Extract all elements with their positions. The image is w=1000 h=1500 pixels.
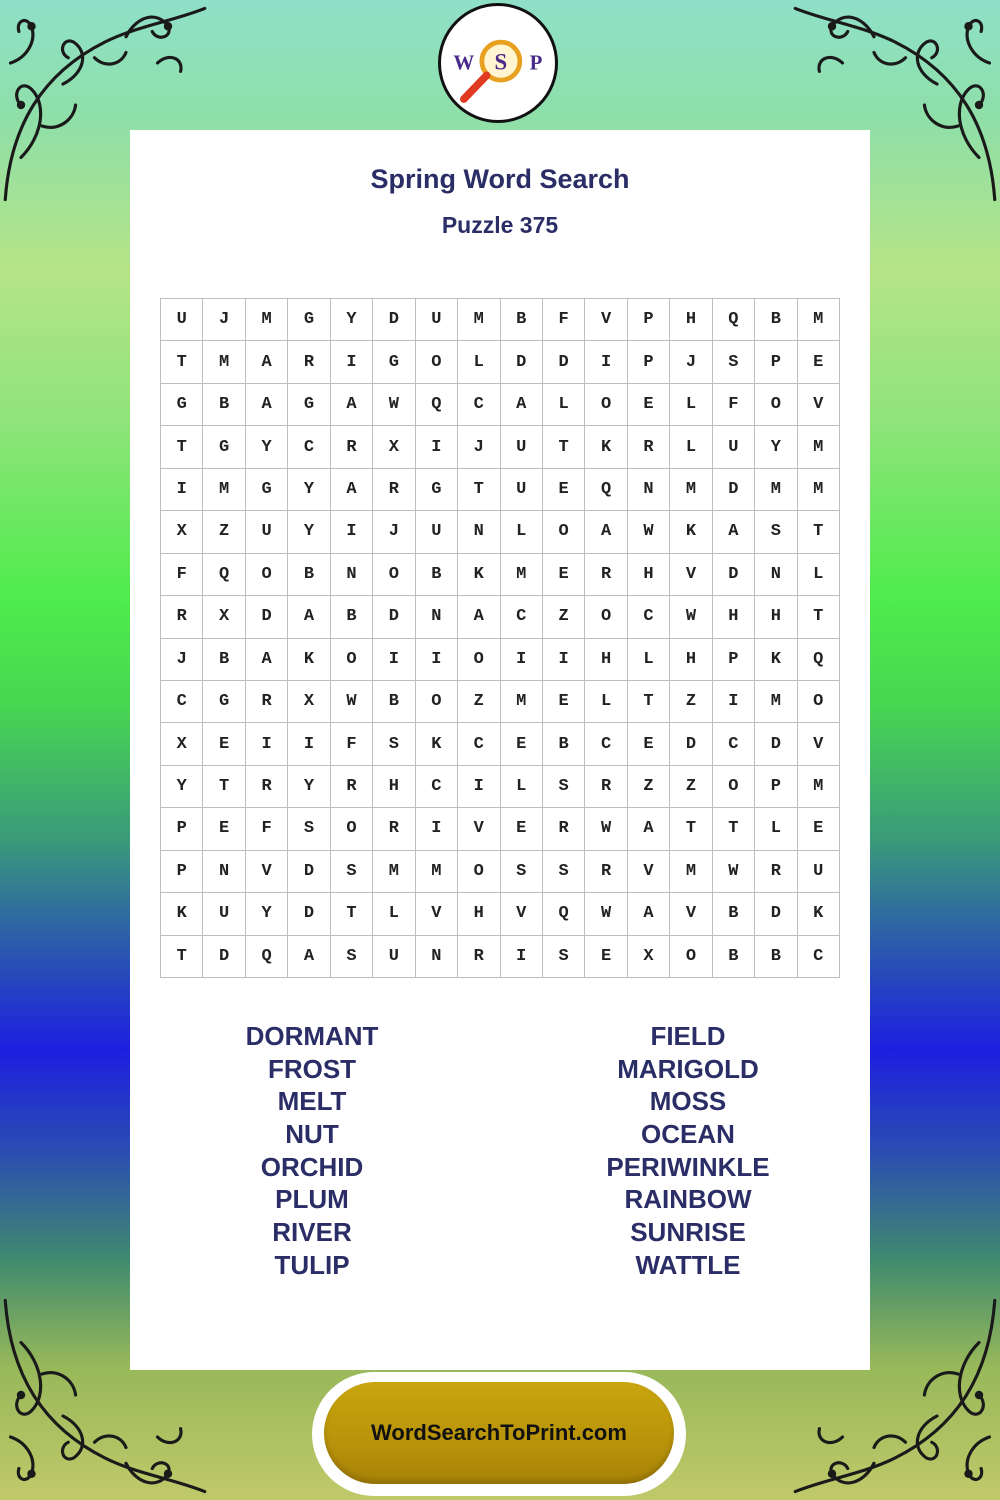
grid-cell[interactable]: A xyxy=(246,341,288,383)
grid-cell[interactable]: L xyxy=(670,384,712,426)
grid-cell[interactable]: R xyxy=(755,851,797,893)
grid-cell[interactable]: M xyxy=(670,469,712,511)
grid-cell[interactable]: V xyxy=(670,554,712,596)
logo-letter-p: P xyxy=(529,50,543,75)
grid-cell[interactable]: G xyxy=(246,469,288,511)
grid-cell[interactable]: O xyxy=(458,639,500,681)
word-list-item: NUT xyxy=(285,1119,339,1150)
grid-cell[interactable]: Q xyxy=(203,554,245,596)
grid-cell[interactable]: B xyxy=(203,384,245,426)
grid-cell[interactable]: M xyxy=(416,851,458,893)
grid-cell[interactable]: G xyxy=(203,681,245,723)
grid-cell[interactable]: M xyxy=(373,851,415,893)
grid-cell[interactable]: C xyxy=(713,723,755,765)
grid-cell[interactable]: E xyxy=(203,808,245,850)
grid-cell[interactable]: X xyxy=(373,426,415,468)
grid-cell[interactable]: T xyxy=(203,766,245,808)
grid-cell[interactable]: O xyxy=(585,596,627,638)
grid-cell[interactable]: C xyxy=(501,596,543,638)
grid-cell[interactable]: L xyxy=(628,639,670,681)
grid-cell[interactable]: R xyxy=(585,554,627,596)
grid-cell[interactable]: O xyxy=(713,766,755,808)
word-list-item: DORMANT xyxy=(245,1021,379,1051)
grid-cell[interactable]: K xyxy=(161,893,203,935)
grid-cell[interactable]: A xyxy=(288,596,330,638)
grid-cell[interactable]: M xyxy=(798,469,840,511)
grid-cell[interactable]: B xyxy=(713,936,755,978)
grid-cell[interactable]: K xyxy=(585,426,627,468)
grid-cell[interactable]: C xyxy=(798,936,840,978)
grid-cell[interactable]: V xyxy=(670,893,712,935)
grid-cell[interactable]: U xyxy=(501,426,543,468)
grid-cell[interactable]: D xyxy=(246,596,288,638)
grid-cell[interactable]: R xyxy=(628,426,670,468)
grid-cell[interactable]: E xyxy=(543,554,585,596)
grid-cell[interactable]: V xyxy=(798,723,840,765)
grid-cell[interactable]: I xyxy=(416,426,458,468)
grid-cell[interactable]: O xyxy=(543,511,585,553)
grid-cell[interactable]: B xyxy=(501,299,543,341)
grid-cell[interactable]: E xyxy=(628,723,670,765)
grid-cell[interactable]: H xyxy=(755,596,797,638)
grid-cell[interactable]: Y xyxy=(246,426,288,468)
grid-cell[interactable]: E xyxy=(798,808,840,850)
grid-cell[interactable]: L xyxy=(585,681,627,723)
grid-cell[interactable]: K xyxy=(416,723,458,765)
grid-cell[interactable]: I xyxy=(501,639,543,681)
footer-pill xyxy=(312,1372,686,1496)
wsp-logo[interactable] xyxy=(438,3,558,123)
grid-cell[interactable]: S xyxy=(501,851,543,893)
grid-cell[interactable]: Y xyxy=(755,426,797,468)
grid-cell[interactable]: S xyxy=(543,936,585,978)
grid-cell[interactable]: U xyxy=(713,426,755,468)
grid-cell[interactable]: R xyxy=(331,766,373,808)
grid-cell[interactable]: O xyxy=(373,554,415,596)
word-list-item: MELT xyxy=(277,1086,347,1117)
grid-cell[interactable]: J xyxy=(161,639,203,681)
grid-cell[interactable]: V xyxy=(246,851,288,893)
grid-cell[interactable]: S xyxy=(755,511,797,553)
grid-cell[interactable]: D xyxy=(670,723,712,765)
grid-cell[interactable]: O xyxy=(331,808,373,850)
grid-cell[interactable]: V xyxy=(628,851,670,893)
grid-cell[interactable]: D xyxy=(543,341,585,383)
grid-cell[interactable]: S xyxy=(543,766,585,808)
word-list-item: TULIP xyxy=(274,1249,350,1280)
grid-cell[interactable]: V xyxy=(798,384,840,426)
grid-cell[interactable]: H xyxy=(713,596,755,638)
grid-cell[interactable]: W xyxy=(331,681,373,723)
word-list-item: SUNRISE xyxy=(630,1217,746,1248)
grid-cell[interactable]: P xyxy=(755,766,797,808)
grid-cell[interactable]: V xyxy=(501,893,543,935)
grid-cell[interactable]: G xyxy=(203,426,245,468)
puzzle-title: Spring Word Search xyxy=(370,164,630,194)
grid-cell[interactable]: B xyxy=(288,554,330,596)
grid-cell[interactable]: G xyxy=(416,469,458,511)
grid-cell[interactable]: Q xyxy=(713,299,755,341)
grid-cell[interactable]: E xyxy=(501,808,543,850)
grid-cell[interactable]: F xyxy=(331,723,373,765)
grid-cell[interactable]: Q xyxy=(798,639,840,681)
grid-cell[interactable]: Q xyxy=(246,936,288,978)
puzzle-card xyxy=(130,130,870,1370)
grid-cell[interactable]: T xyxy=(798,511,840,553)
grid-cell[interactable]: L xyxy=(458,341,500,383)
grid-cell[interactable]: X xyxy=(161,511,203,553)
grid-cell[interactable]: E xyxy=(501,723,543,765)
grid-cell[interactable]: I xyxy=(501,936,543,978)
grid-cell[interactable]: U xyxy=(416,299,458,341)
grid-cell[interactable]: J xyxy=(670,341,712,383)
grid-cell[interactable]: H xyxy=(458,893,500,935)
grid-cell[interactable]: C xyxy=(161,681,203,723)
grid-cell[interactable]: W xyxy=(373,384,415,426)
grid-cell[interactable]: I xyxy=(331,511,373,553)
grid-cell[interactable]: E xyxy=(543,681,585,723)
word-list-right xyxy=(538,1020,838,1282)
grid-cell[interactable]: M xyxy=(203,341,245,383)
grid-cell[interactable]: O xyxy=(798,681,840,723)
grid-cell[interactable]: N xyxy=(458,511,500,553)
grid-cell[interactable]: H xyxy=(585,639,627,681)
grid-cell[interactable]: Z xyxy=(670,681,712,723)
grid-cell[interactable]: T xyxy=(798,596,840,638)
grid-cell[interactable]: J xyxy=(373,511,415,553)
grid-cell[interactable]: F xyxy=(543,299,585,341)
word-list-item: FIELD xyxy=(650,1021,726,1051)
grid-cell[interactable]: G xyxy=(373,341,415,383)
grid-cell[interactable]: E xyxy=(585,936,627,978)
grid-cell[interactable]: R xyxy=(373,808,415,850)
grid-cell[interactable]: K xyxy=(458,554,500,596)
grid-cell[interactable]: X xyxy=(203,596,245,638)
grid-cell[interactable]: B xyxy=(331,596,373,638)
grid-cell[interactable]: U xyxy=(501,469,543,511)
grid-cell[interactable]: P xyxy=(161,808,203,850)
grid-cell[interactable]: Z xyxy=(543,596,585,638)
grid-cell[interactable]: Y xyxy=(161,766,203,808)
grid-cell[interactable]: M xyxy=(501,554,543,596)
grid-cell[interactable]: H xyxy=(628,554,670,596)
grid-cell[interactable]: B xyxy=(755,299,797,341)
grid-cell[interactable]: C xyxy=(585,723,627,765)
grid-cell[interactable]: E xyxy=(628,384,670,426)
grid-cell[interactable]: J xyxy=(458,426,500,468)
grid-cell[interactable]: D xyxy=(288,893,330,935)
grid-cell[interactable]: D xyxy=(203,936,245,978)
grid-cell[interactable]: S xyxy=(713,341,755,383)
grid-cell[interactable]: T xyxy=(713,808,755,850)
grid-cell[interactable]: R xyxy=(246,766,288,808)
grid-cell[interactable]: D xyxy=(755,893,797,935)
grid-cell[interactable]: Y xyxy=(288,766,330,808)
grid-cell[interactable]: M xyxy=(501,681,543,723)
grid-cell[interactable]: O xyxy=(246,554,288,596)
grid-cell[interactable]: L xyxy=(670,426,712,468)
grid-cell[interactable]: I xyxy=(416,639,458,681)
grid-cell[interactable]: X xyxy=(161,723,203,765)
grid-cell[interactable]: H xyxy=(670,299,712,341)
grid-cell[interactable]: A xyxy=(246,384,288,426)
grid-cell[interactable]: S xyxy=(288,808,330,850)
website-button[interactable]: WordSearchToPrint.com xyxy=(324,1382,674,1484)
grid-cell[interactable]: S xyxy=(331,851,373,893)
grid-cell[interactable]: G xyxy=(288,384,330,426)
grid-cell[interactable]: N xyxy=(755,554,797,596)
grid-cell[interactable]: I xyxy=(161,469,203,511)
grid-cell[interactable]: A xyxy=(458,596,500,638)
grid-cell[interactable]: B xyxy=(713,893,755,935)
grid-cell[interactable]: O xyxy=(755,384,797,426)
grid-cell[interactable]: G xyxy=(288,299,330,341)
grid-cell[interactable]: W xyxy=(585,808,627,850)
grid-cell[interactable]: J xyxy=(203,299,245,341)
grid-cell[interactable]: P xyxy=(628,341,670,383)
grid-cell[interactable]: O xyxy=(585,384,627,426)
grid-cell[interactable]: U xyxy=(203,893,245,935)
grid-cell[interactable]: T xyxy=(161,936,203,978)
grid-cell[interactable]: D xyxy=(373,299,415,341)
grid-cell[interactable]: T xyxy=(161,341,203,383)
grid-cell[interactable]: L xyxy=(373,893,415,935)
word-list-item: FROST xyxy=(267,1053,357,1084)
grid-cell[interactable]: C xyxy=(458,384,500,426)
letter-grid xyxy=(160,298,840,978)
grid-cell[interactable]: U xyxy=(798,851,840,893)
grid-cell[interactable]: H xyxy=(670,639,712,681)
grid-cell[interactable]: O xyxy=(416,681,458,723)
grid-cell[interactable]: M xyxy=(755,681,797,723)
puzzle-number: Puzzle 375 xyxy=(441,212,559,238)
grid-cell[interactable]: V xyxy=(585,299,627,341)
grid-cell[interactable]: P xyxy=(755,341,797,383)
grid-cell[interactable]: P xyxy=(161,851,203,893)
grid-cell[interactable]: W xyxy=(670,596,712,638)
grid-cell[interactable]: A xyxy=(628,893,670,935)
grid-cell[interactable]: A xyxy=(585,511,627,553)
grid-cell[interactable]: L xyxy=(501,511,543,553)
grid-cell[interactable]: V xyxy=(458,808,500,850)
grid-cell[interactable]: I xyxy=(331,341,373,383)
grid-cell[interactable]: C xyxy=(628,596,670,638)
grid-cell[interactable]: O xyxy=(416,341,458,383)
grid-cell[interactable]: B xyxy=(373,681,415,723)
grid-cell[interactable]: A xyxy=(713,511,755,553)
grid-cell[interactable]: R xyxy=(585,766,627,808)
word-list-item: WATTLE xyxy=(635,1249,741,1280)
grid-cell[interactable]: K xyxy=(798,893,840,935)
grid-cell[interactable]: E xyxy=(543,469,585,511)
grid-cell[interactable]: M xyxy=(798,299,840,341)
grid-cell[interactable]: M xyxy=(670,851,712,893)
grid-cell[interactable]: D xyxy=(755,723,797,765)
grid-cell[interactable]: W xyxy=(713,851,755,893)
grid-cell[interactable]: R xyxy=(585,851,627,893)
grid-cell[interactable]: E xyxy=(798,341,840,383)
grid-cell[interactable]: D xyxy=(713,469,755,511)
grid-cell[interactable]: G xyxy=(161,384,203,426)
grid-cell[interactable]: N xyxy=(331,554,373,596)
grid-cell[interactable]: O xyxy=(458,851,500,893)
grid-cell[interactable]: K xyxy=(670,511,712,553)
grid-cell[interactable]: Q xyxy=(543,893,585,935)
grid-cell[interactable]: U xyxy=(373,936,415,978)
grid-cell[interactable]: M xyxy=(798,426,840,468)
grid-cell[interactable]: M xyxy=(798,766,840,808)
grid-cell[interactable]: T xyxy=(628,681,670,723)
grid-cell[interactable]: C xyxy=(288,426,330,468)
grid-cell[interactable]: E xyxy=(203,723,245,765)
grid-cell[interactable]: T xyxy=(670,808,712,850)
grid-cell[interactable]: O xyxy=(670,936,712,978)
grid-cell[interactable]: Y xyxy=(246,893,288,935)
grid-cell[interactable]: M xyxy=(246,299,288,341)
grid-cell[interactable]: F xyxy=(246,808,288,850)
logo-letter-w: W xyxy=(453,50,475,75)
grid-cell[interactable]: S xyxy=(373,723,415,765)
grid-cell[interactable]: R xyxy=(543,808,585,850)
grid-cell[interactable]: Z xyxy=(670,766,712,808)
logo-letter-s: S xyxy=(494,49,508,75)
grid-cell[interactable]: T xyxy=(161,426,203,468)
grid-cell[interactable]: K xyxy=(288,639,330,681)
grid-cell[interactable]: B xyxy=(755,936,797,978)
grid-cell[interactable]: Y xyxy=(331,299,373,341)
word-list-left xyxy=(162,1020,462,1282)
grid-cell[interactable]: L xyxy=(501,766,543,808)
grid-cell[interactable]: B xyxy=(416,554,458,596)
grid-cell[interactable]: W xyxy=(628,511,670,553)
grid-cell[interactable]: P xyxy=(628,299,670,341)
grid-cell[interactable]: X xyxy=(288,681,330,723)
grid-cell[interactable]: D xyxy=(288,851,330,893)
grid-cell[interactable]: I xyxy=(585,341,627,383)
grid-cell[interactable]: A xyxy=(246,639,288,681)
grid-cell[interactable]: V xyxy=(416,893,458,935)
grid-cell[interactable]: A xyxy=(331,384,373,426)
grid-cell[interactable]: M xyxy=(203,469,245,511)
grid-cell[interactable]: S xyxy=(543,851,585,893)
grid-cell[interactable]: R xyxy=(458,936,500,978)
grid-cell[interactable]: X xyxy=(628,936,670,978)
word-list-item: PERIWINKLE xyxy=(606,1151,770,1182)
grid-cell[interactable]: Q xyxy=(416,384,458,426)
grid-cell[interactable]: L xyxy=(543,384,585,426)
grid-cell[interactable]: F xyxy=(161,554,203,596)
grid-cell[interactable]: Y xyxy=(288,511,330,553)
grid-cell[interactable]: N xyxy=(628,469,670,511)
grid-cell[interactable]: R xyxy=(288,341,330,383)
grid-cell[interactable]: C xyxy=(458,723,500,765)
grid-cell[interactable]: A xyxy=(288,936,330,978)
grid-cell[interactable]: R xyxy=(373,469,415,511)
grid-cell[interactable]: M xyxy=(755,469,797,511)
grid-cell[interactable]: I xyxy=(373,639,415,681)
grid-cell[interactable]: T xyxy=(331,893,373,935)
grid-cell[interactable]: I xyxy=(416,808,458,850)
grid-cell[interactable]: A xyxy=(331,469,373,511)
grid-cell[interactable]: I xyxy=(713,681,755,723)
grid-cell[interactable]: O xyxy=(331,639,373,681)
word-list-item: OCEAN xyxy=(641,1119,735,1150)
grid-cell[interactable]: U xyxy=(161,299,203,341)
grid-cell[interactable]: Y xyxy=(288,469,330,511)
grid-cell[interactable]: D xyxy=(373,596,415,638)
grid-cell[interactable]: I xyxy=(458,766,500,808)
grid-cell[interactable]: D xyxy=(713,554,755,596)
grid-cell[interactable]: Q xyxy=(585,469,627,511)
grid-cell[interactable]: R xyxy=(161,596,203,638)
grid-cell[interactable]: A xyxy=(628,808,670,850)
grid-cell[interactable]: A xyxy=(501,384,543,426)
grid-cell[interactable]: M xyxy=(458,299,500,341)
grid-cell[interactable]: N xyxy=(416,936,458,978)
grid-cell[interactable]: I xyxy=(246,723,288,765)
grid-cell[interactable]: Z xyxy=(628,766,670,808)
grid-cell[interactable]: D xyxy=(501,341,543,383)
grid-cell[interactable]: R xyxy=(331,426,373,468)
word-list-item: MOSS xyxy=(649,1086,727,1117)
grid-cell[interactable]: U xyxy=(246,511,288,553)
grid-cell[interactable]: N xyxy=(203,851,245,893)
grid-cell[interactable]: Z xyxy=(458,681,500,723)
grid-cell[interactable]: S xyxy=(331,936,373,978)
word-list-item: ORCHID xyxy=(260,1151,364,1182)
grid-cell[interactable]: L xyxy=(755,808,797,850)
grid-cell[interactable]: T xyxy=(543,426,585,468)
grid-cell[interactable]: I xyxy=(288,723,330,765)
grid-cell[interactable]: L xyxy=(798,554,840,596)
grid-cell[interactable]: B xyxy=(203,639,245,681)
grid-cell[interactable]: K xyxy=(755,639,797,681)
grid-cell[interactable]: I xyxy=(543,639,585,681)
word-list-item: RAINBOW xyxy=(624,1184,752,1215)
grid-cell[interactable]: P xyxy=(713,639,755,681)
grid-cell[interactable]: N xyxy=(416,596,458,638)
grid-cell[interactable]: T xyxy=(458,469,500,511)
word-list-item: RIVER xyxy=(272,1217,352,1248)
grid-cell[interactable]: F xyxy=(713,384,755,426)
grid-cell[interactable]: C xyxy=(416,766,458,808)
grid-cell[interactable]: U xyxy=(416,511,458,553)
grid-cell[interactable]: B xyxy=(543,723,585,765)
grid-cell[interactable]: W xyxy=(585,893,627,935)
word-list-item: MARIGOLD xyxy=(617,1053,759,1084)
grid-cell[interactable]: Z xyxy=(203,511,245,553)
grid-cell[interactable]: H xyxy=(373,766,415,808)
grid-cell[interactable]: R xyxy=(246,681,288,723)
word-list-item: PLUM xyxy=(275,1184,349,1215)
